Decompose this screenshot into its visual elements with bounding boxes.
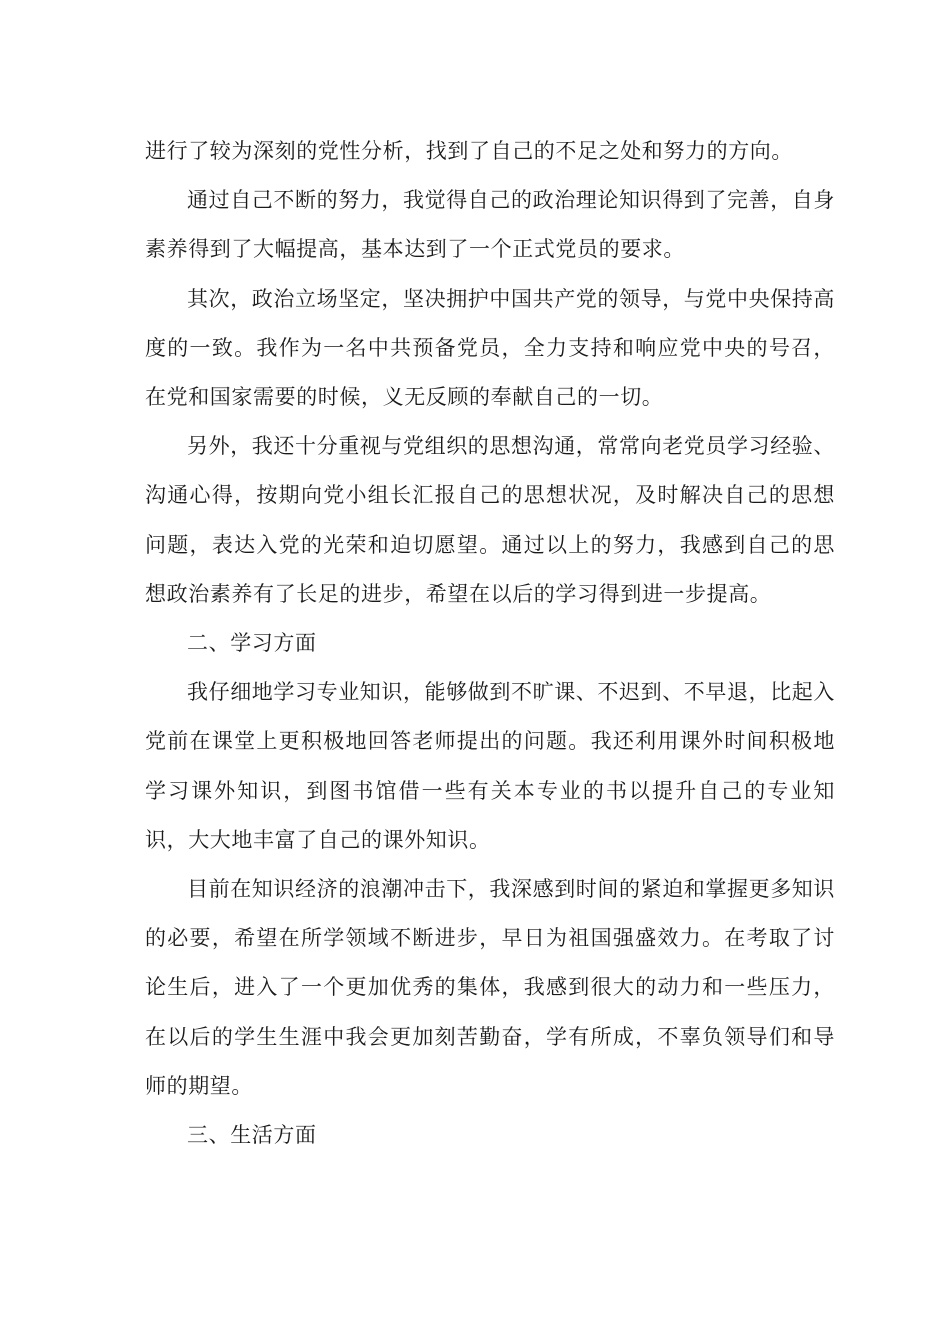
section-heading-life: 三、生活方面	[187, 1123, 317, 1148]
paragraph-political-stance: 其次，政治立场坚定，坚决拥护中国共产党的领导，与党中央保持高度的一致。我作为一名中共预备党员，全力支持和响应党中央的号召，在党和国家需要的时候，义无反顾的奉献自己的一切。	[145, 286, 835, 410]
section-heading-study: 二、学习方面	[187, 631, 317, 656]
paragraph-theory-progress: 通过自己不断的努力，我觉得自己的政治理论知识得到了完善，自身素养得到了大幅提高，基本达到了一个正式党员的要求。	[145, 188, 835, 262]
paragraph-study-knowledge: 我仔细地学习专业知识，能够做到不旷课、不迟到、不早退，比起入党前在课堂上更积极地回答老师提出的问题。我还利用课外时间积极地学习课外知识，到图书馆借一些有关本专业的书以提升自己的专业知识，大大地丰富了自己的课外知识。	[145, 680, 835, 852]
paragraph-communication: 另外，我还十分重视与党组织的思想沟通，常常向老党员学习经验、沟通心得，按期向党小组长汇报自己的思想状况，及时解决自己的思想问题，表达入党的光荣和迫切愿望。通过以上的努力，我感到自己的思想政治素养有了长足的进步，希望在以后的学习得到进一步提高。	[145, 434, 835, 606]
paragraph-continuation: 进行了较为深刻的党性分析，找到了自己的不足之处和努力的方向。	[145, 139, 793, 163]
document-body	[145, 127, 835, 1160]
paragraph-study-goals: 目前在知识经济的浪潮冲击下，我深感到时间的紧迫和掌握更多知识的必要，希望在所学领域不断进步，早日为祖国强盛效力。在考取了讨论生后，进入了一个更加优秀的集体，我感到很大的动力和一些压力，在以后的学生生涯中我会更加刻苦勤奋，学有所成，不辜负领导们和导师的期望。	[145, 877, 835, 1098]
